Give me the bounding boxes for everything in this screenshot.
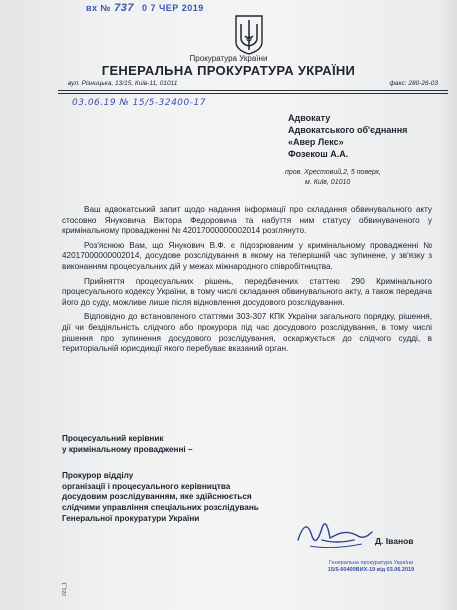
- letterhead-divider: [58, 90, 448, 94]
- body-paragraph: Прийняття процесуальних рішень, передбачених статтею 290 Кримінального процесуального кодексу України, в тому числі складання обвинувального акту, а також передача його до суду, можливе лише після відновлення досудового розслідування.: [62, 276, 432, 307]
- org-address: вул. Різницька, 13/15, Київ-11, 01011: [68, 80, 178, 87]
- signatory-name: Д. Іванов: [375, 536, 414, 546]
- recipient-line: Фозекош А.А.: [288, 149, 349, 159]
- trident-emblem-icon: [234, 14, 264, 56]
- signature-title-line: слідчими управління спеціальних розслідувань: [62, 502, 259, 512]
- incoming-stamp: [86, 2, 204, 14]
- body-paragraph: Роз'яснюю Вам, що Янукович В.Ф. є підозрюваним у кримінальному провадженні № 42017000000002014, досудове розслідування в якому на теперішній час зупинене, у зв'язку з виконанням процесуальних дій у межах міжнародного співробітництва.: [62, 240, 432, 271]
- org-address-line: [68, 80, 438, 87]
- registration-stamp-number: 15/5-60400ВИХ-19 від 03.06.2019: [327, 567, 415, 573]
- signature-title-line: досудовим розслідуванням, яке здійснюється: [62, 492, 252, 502]
- org-subtitle: Прокуратура України: [189, 54, 268, 63]
- registration-stamp-org: Генеральна прокуратура України: [328, 560, 414, 566]
- recipient-line: «Авер Лекс»: [288, 137, 344, 147]
- signature-title-line: у кримінальному провадженні –: [62, 444, 193, 454]
- org-fax: факс: 280-26-03: [389, 80, 438, 87]
- footer-code: 021_1: [62, 582, 68, 596]
- recipient-line: Адвокатського об'єднання: [288, 125, 408, 135]
- recipient-block: [288, 112, 407, 160]
- signature-title-line: Прокурор відділу: [62, 471, 134, 481]
- handwritten-signature-icon: [292, 510, 382, 552]
- signature-title-line: організації і процесуального керівництва: [62, 481, 231, 491]
- body-paragraph: Ваш адвокатський запит щодо надання інформації про складання обвинувального акту стосовно Януковича Віктора Федоровича та набуття ним статусу обвинуваченого у кримінальному провадженні № 42017000000002014 розглянуто.: [62, 205, 432, 236]
- registration-stamp: [306, 560, 436, 574]
- recipient-address: [285, 168, 381, 188]
- letter-body: [62, 205, 432, 359]
- page-shadow: [439, 0, 457, 610]
- signature-title-line: Процесуальний керівник: [62, 434, 164, 443]
- incoming-stamp-date: 0 7 ЧЕР 2019: [141, 3, 204, 13]
- body-paragraph: Відповідно до встановленого статтями 303-307 КПК України загального порядку, рішення, дії чи бездіяльність слідчого або прокурора під час досудового розслідування, в тому числі рішення про зупинення досудового розслідування, оскаржується до слідчого судді, в територіальній юрисдикції якого перебуває вказаний орган.: [62, 312, 432, 354]
- signature-title-line: Генеральної прокуратури України: [62, 513, 200, 523]
- incoming-stamp-prefix: вх №: [86, 3, 112, 13]
- org-name: ГЕНЕРАЛЬНА ПРОКУРАТУРА УКРАЇНИ: [101, 63, 356, 78]
- recipient-address-line: пров. Хрестовий,2, 5 поверх,: [285, 169, 381, 176]
- incoming-stamp-number: 737: [114, 2, 134, 14]
- recipient-address-line: м. Київ, 01010: [305, 179, 351, 186]
- outgoing-reference: 03.06.19 № 15/5-32400-17: [72, 98, 206, 108]
- recipient-line: Адвокату: [288, 113, 331, 123]
